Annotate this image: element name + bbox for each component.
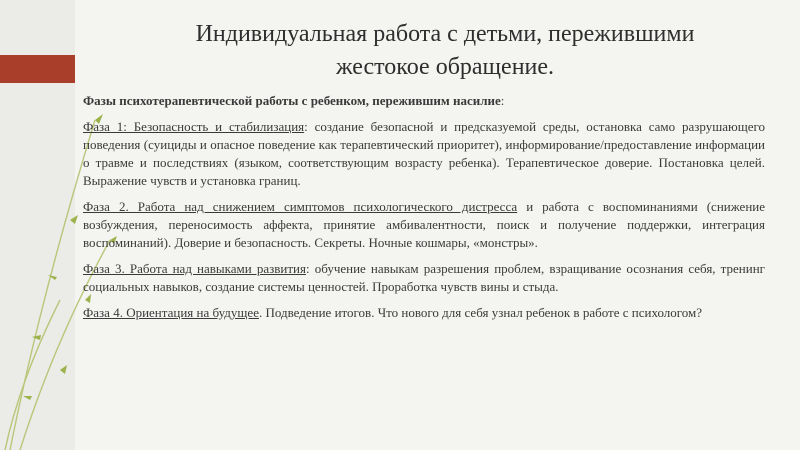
phase-1-paragraph	[83, 118, 765, 190]
phase-4-paragraph	[83, 304, 765, 322]
phase-4-text: . Подведение итогов. Что нового для себя узнал ребенок в работе с психологом?	[258, 305, 703, 320]
red-accent-bar	[0, 55, 75, 83]
phases-heading-suffix: :	[500, 93, 505, 108]
phase-2-paragraph	[83, 198, 765, 252]
phase-3-label: Фаза 3. Работа над навыками развития	[83, 261, 306, 276]
slide-content	[83, 92, 765, 330]
phases-heading	[83, 92, 765, 110]
title-line-2: жестокое обращение.	[335, 54, 555, 80]
phases-heading-text: Фазы психотерапевтической работы с ребенком, пережившим насилие	[83, 93, 501, 108]
phase-3-text: : обучение навыкам разрешения проблем, взращивание осознания себя, тренинг социальных навыков, создание системы ценностей. Проработка чувств вины и стыда.	[83, 261, 765, 294]
slide-title	[130, 18, 760, 84]
phase-4-label: Фаза 4. Ориентация на будущее	[83, 305, 259, 320]
phase-3-paragraph	[83, 260, 765, 296]
phase-1-text: : создание безопасной и предсказуемой среды, остановка само разрушающего поведения (суициды и опасное поведение как терапевтический приоритет), информирование/предоставление информации о травме и последствиях (языком, соответствующим возрасту ребенка). Терапевтическое доверие. Постановка целей. Выражение чувств и установка границ.	[83, 119, 765, 188]
phase-1-label: Фаза 1: Безопасность и стабилизация	[83, 119, 305, 134]
phase-2-text: и работа с воспоминаниями (снижение возбуждения, переносимость аффекта, принятие амбивалентности, поиск и получение поддержки, интеграция воспоминаний). Доверие и безопасность. Секреты. Ночные кошмары, «монстры».	[83, 199, 765, 250]
phase-2-label: Фаза 2. Работа над снижением симптомов психологического дистресса	[83, 199, 518, 214]
title-line-1: Индивидуальная работа с детьми, пережившими	[195, 21, 695, 47]
